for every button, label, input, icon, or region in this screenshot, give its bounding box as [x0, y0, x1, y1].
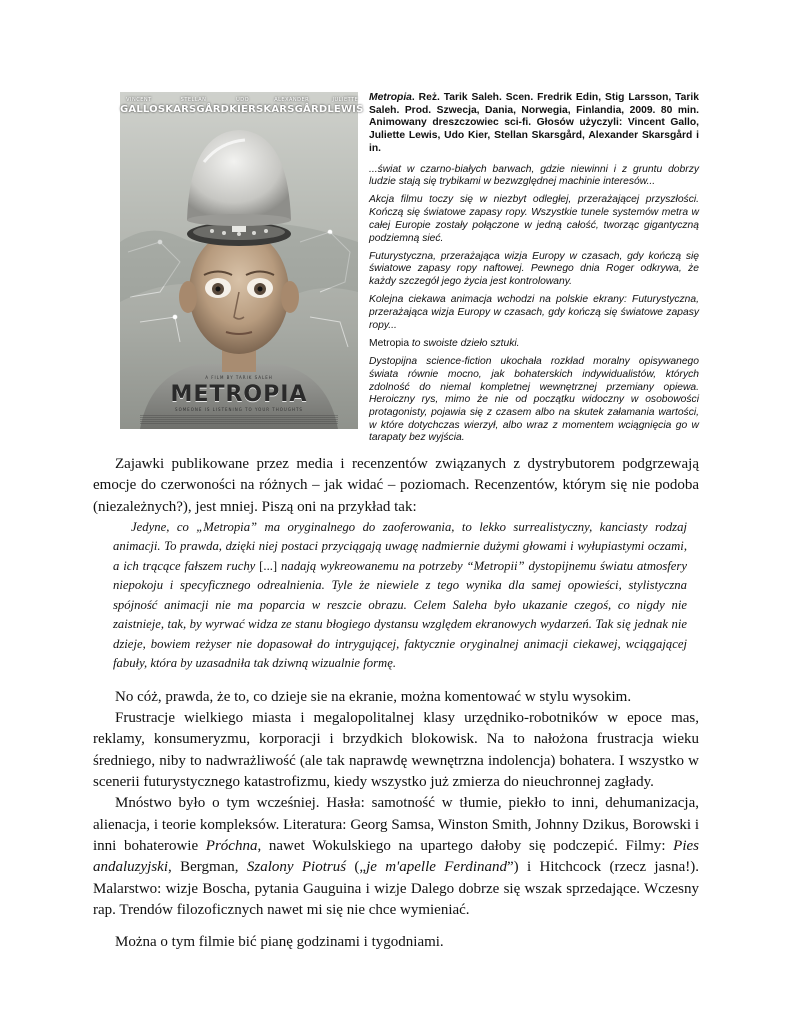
poster-actor-first: JULIETTE — [332, 97, 359, 103]
blurb-2: Akcja filmu toczy się w niezbyt odległej, przerażającej przyszłości. Kończą się światowe zapasy ropy. Wszystkie tunele systemów metra w całej Europie zostały połączone w jedną całość, tworząc gigantyczną podziemną sieć. — [369, 194, 699, 244]
poster-actor-last: SKARSGÅRD — [256, 104, 328, 115]
blurb-4: Kolejna ciekawa animacja wchodzi na polskie ekrany: Futurystyczna, przerażająca wizja Europy w czasach, gdy kończą się światowe zapasy ropy... — [369, 294, 699, 331]
p4-title-pies: Pies andaluzyjski — [93, 837, 699, 876]
film-credits — [369, 92, 699, 156]
film-credits-title: Metropia — [369, 92, 412, 103]
p4-text-d: („ — [346, 859, 367, 876]
poster-billing-block — [140, 414, 338, 424]
p4-title-szalony: Szalony Piotruś — [246, 859, 347, 876]
poster-actor-last: GALLO — [120, 104, 158, 115]
quote-part-b: nadają wykreowanemu na potrzeby “Metropii” dystopijnemu światu atmosfery niepokoju i specyficznego odrealnienia. Tyle że niewiele z tego wynika dla samej opowieści, stylistyczna spójność animacji nie ma poparcia w reszcie obrazu. Celem Saleha było ukazanie czegoś, co nigdy nie zaistnieje, tak, by wyrwać widza ze stanu błogiego dystansu względem ekranowych wydarzeń. Tak się jednak nie dzieje, bowiem reżyser nie dopasował do intrygującej, faktycznie oryginalnej animacji ciekawej, wciągającej fabuły, która by uzasadniła tak dziwną wizualnie formę. — [113, 558, 688, 671]
poster-tagline: SOMEONE IS LISTENING TO YOUR THOUGHTS — [175, 407, 303, 412]
p4-text-c: , Bergman, — [168, 859, 247, 876]
poster-actor-last: KIER — [229, 104, 256, 115]
quote-ellipsis: [...] — [259, 558, 278, 573]
paragraph-3: Frustracje wielkiego miasta i megalopolitalnej klasy urzędniko-robotników w epoce mas, reklamy, konsumeryzmu, korporacji i brzydkich blokowisk. Na to nałożona frustracja wieku średniego, niby to nadwrażliwość (ale tak naprawdę wewnętrzna indolencja) bohatera. I wszystko w scenerii futurystycznego katastrofizmu, kiedy wszystko już zmierza do nieuchronnej zagłady. — [93, 710, 699, 791]
p4-title-ferdinand: je m'apelle Ferdinand — [366, 859, 508, 876]
blurb-5-title: Metropia — [369, 337, 410, 349]
poster-byline: A FILM BY TARIK SALEH — [205, 375, 273, 380]
movie-poster — [120, 92, 364, 429]
p4-text-e: ”) i Hitchcock (rzecz jasna!). Malarstwo: wizje Boscha, pytania Gauguina i wizje Dalego dobrze się wszak sprzedające. Wczesny rap. Trendów filozoficznych nawet mi się nie chce wymieniać. — [93, 859, 699, 918]
poster-actor — [256, 98, 327, 138]
poster-actor — [229, 98, 256, 138]
poster-actor-last: SKARSGÅRD — [157, 104, 230, 115]
paragraph-1: Zajawki publikowane przez media i recenzentów związanych z dystrybutorem podgrzewają emocje do czerwoności na różnych – jak widać – poziomach. Recenzentów, którym się nie podoba (niezależnych?), jest mniej. Piszą oni na przykład tak: — [93, 456, 699, 515]
poster-title: METROPIA — [170, 382, 308, 407]
paragraph-2: No cóż, prawda, że to, co dzieje sie na ekranie, można komentować w stylu wysokim. — [115, 688, 632, 705]
p4-title-prochna: Próchna — [205, 837, 258, 854]
blurb-5 — [369, 338, 699, 351]
poster-actor-first: UDO — [236, 97, 250, 103]
quote-part-a: Jedyne, co „Metropia” ma oryginalnego do zaoferowania, to lekko surrealistyczny, kanciasty rodzaj animacji. To prawda, dzięki niej postaci przyciągają uwagę nadmiernie dużymi głowami i wyłupiastymi oczami, a ich trącące fałszem ruchy — [113, 519, 687, 573]
film-info-box — [369, 92, 699, 451]
poster-actor-last: LEWIS — [327, 104, 364, 115]
review-quote — [93, 518, 699, 674]
poster-actor-first: ALEXANDER — [274, 97, 310, 103]
poster-actor — [327, 98, 363, 138]
blurb-5-text: to swoiste dzieło sztuki. — [409, 337, 520, 349]
poster-actor-first: VINCENT — [126, 97, 152, 103]
p4-text-b: , nawet Wokulskiego na upartego dałoby się podczepić. Filmy: — [257, 837, 674, 854]
blurb-6: Dystopijna science-fiction ukochała rozkład moralny opisywanego świata równie mocno, jak bohaterskich indywidualistów, których zdolność do niemal kompletnej wewnętrznej przemiany opiewa. Heroiczny rys, mimo że nie od początku widoczny w osobowości protagonisty, pojawia się z czasem albo na skutek załamania wartości, w które dotychczas wierzył, albo wraz z momentem wciągnięcia go w tarapaty bez wyjścia. — [369, 356, 699, 444]
poster-actor — [158, 98, 229, 138]
poster-actor-first: STELLAN — [180, 97, 207, 103]
paragraph-5: Można o tym filmie bić pianę godzinami i tygodniami. — [115, 934, 444, 951]
blurb-3: Futurystyczna, przerażająca wizja Europy w czasach, gdy kończą się światowe zapasy ropy naftowej. Pewnego dnia Roger odkrywa, że każdy szczegół jego życia jest kontrolowany. — [369, 250, 699, 288]
article-body — [93, 454, 699, 953]
poster-cast-names — [120, 97, 364, 138]
paragraph-4 — [93, 793, 699, 921]
blurb-1: ...świat w czarno-białych barwach, gdzie niewinni i z gruntu dobrzy ludzie stają się trybikami w bezwzględnej machinie interesów... — [369, 163, 699, 188]
poster-actor — [120, 98, 158, 138]
p4-text-a: Mnóstwo było o tym wcześniej. Hasła: samotność w tłumie, piekło to inni, dehumanizacja, alienacja, i teorie kompleksów. Literatura: Georg Samsa, Winston Smith, Johnny Dzikus, Borowski i inni bohaterowie — [93, 795, 699, 854]
film-credits-details: . Reż. Tarik Saleh. Scen. Fredrik Edin, Stig Larsson, Tarik Saleh. Prod. Szwecja, Dania, Norwegia, Finlandia, 2009. 80 min. Animowany dreszczowiec sci-fi. Głosów użyczyli: Vincent Gallo, Juliette Lewis, Udo Kier, Stellan Skarsgård, Alexander Skarsgård i in. — [369, 92, 699, 154]
